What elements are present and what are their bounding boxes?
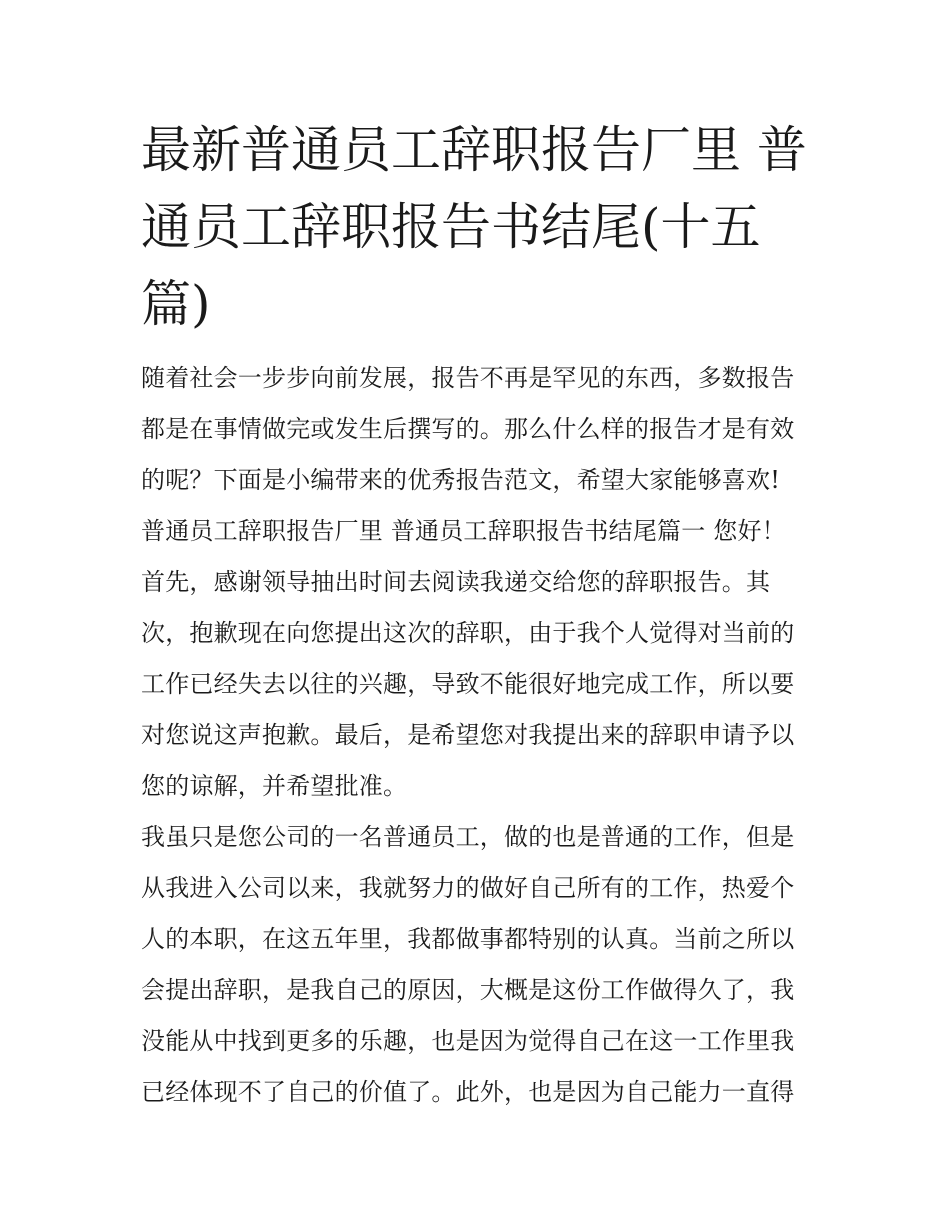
body-line: 普通员工辞职报告厂里 普通员工辞职报告书结尾篇一 您好！ bbox=[141, 517, 786, 545]
body-line: 的呢？下面是小编带来的优秀报告范文，希望大家能够喜欢! bbox=[141, 466, 781, 494]
body-line: 会提出辞职，是我自己的原因，大概是这份工作做得久了，我 bbox=[141, 976, 795, 1004]
body-line: 次，抱歉现在向您提出这次的辞职，由于我个人觉得对当前的 bbox=[141, 619, 795, 647]
body-line: 对您说这声抱歉。最后，是希望您对我提出来的辞职申请予以 bbox=[141, 721, 795, 749]
document-content bbox=[141, 112, 816, 1118]
document-body bbox=[141, 353, 816, 1118]
body-line: 都是在事情做完或发生后撰写的。那么什么样的报告才是有效 bbox=[141, 415, 795, 443]
body-line: 已经体现不了自己的价值了。此外，也是因为自己能力一直得 bbox=[141, 1078, 795, 1106]
document-title bbox=[141, 112, 816, 343]
title-line: 篇) bbox=[141, 275, 211, 333]
body-line: 工作已经失去以往的兴趣，导致不能很好地完成工作，所以要 bbox=[141, 670, 795, 698]
body-line: 我虽只是您公司的一名普通员工，做的也是普通的工作，但是 bbox=[141, 823, 795, 851]
body-line: 没能从中找到更多的乐趣，也是因为觉得自己在这一工作里我 bbox=[141, 1027, 795, 1055]
title-line: 通员工辞职报告书结尾(十五 bbox=[141, 198, 761, 256]
title-line: 最新普通员工辞职报告厂里 普 bbox=[141, 121, 807, 179]
body-line: 人的本职，在这五年里，我都做事都特别的认真。当前之所以 bbox=[141, 925, 795, 953]
body-line: 您的谅解，并希望批准。 bbox=[141, 772, 408, 800]
body-line: 首先，感谢领导抽出时间去阅读我递交给您的辞职报告。其 bbox=[141, 568, 771, 596]
body-line: 从我进入公司以来，我就努力的做好自己所有的工作，热爱个 bbox=[141, 874, 795, 902]
body-line: 随着社会一步步向前发展，报告不再是罕见的东西，多数报告 bbox=[141, 364, 795, 392]
